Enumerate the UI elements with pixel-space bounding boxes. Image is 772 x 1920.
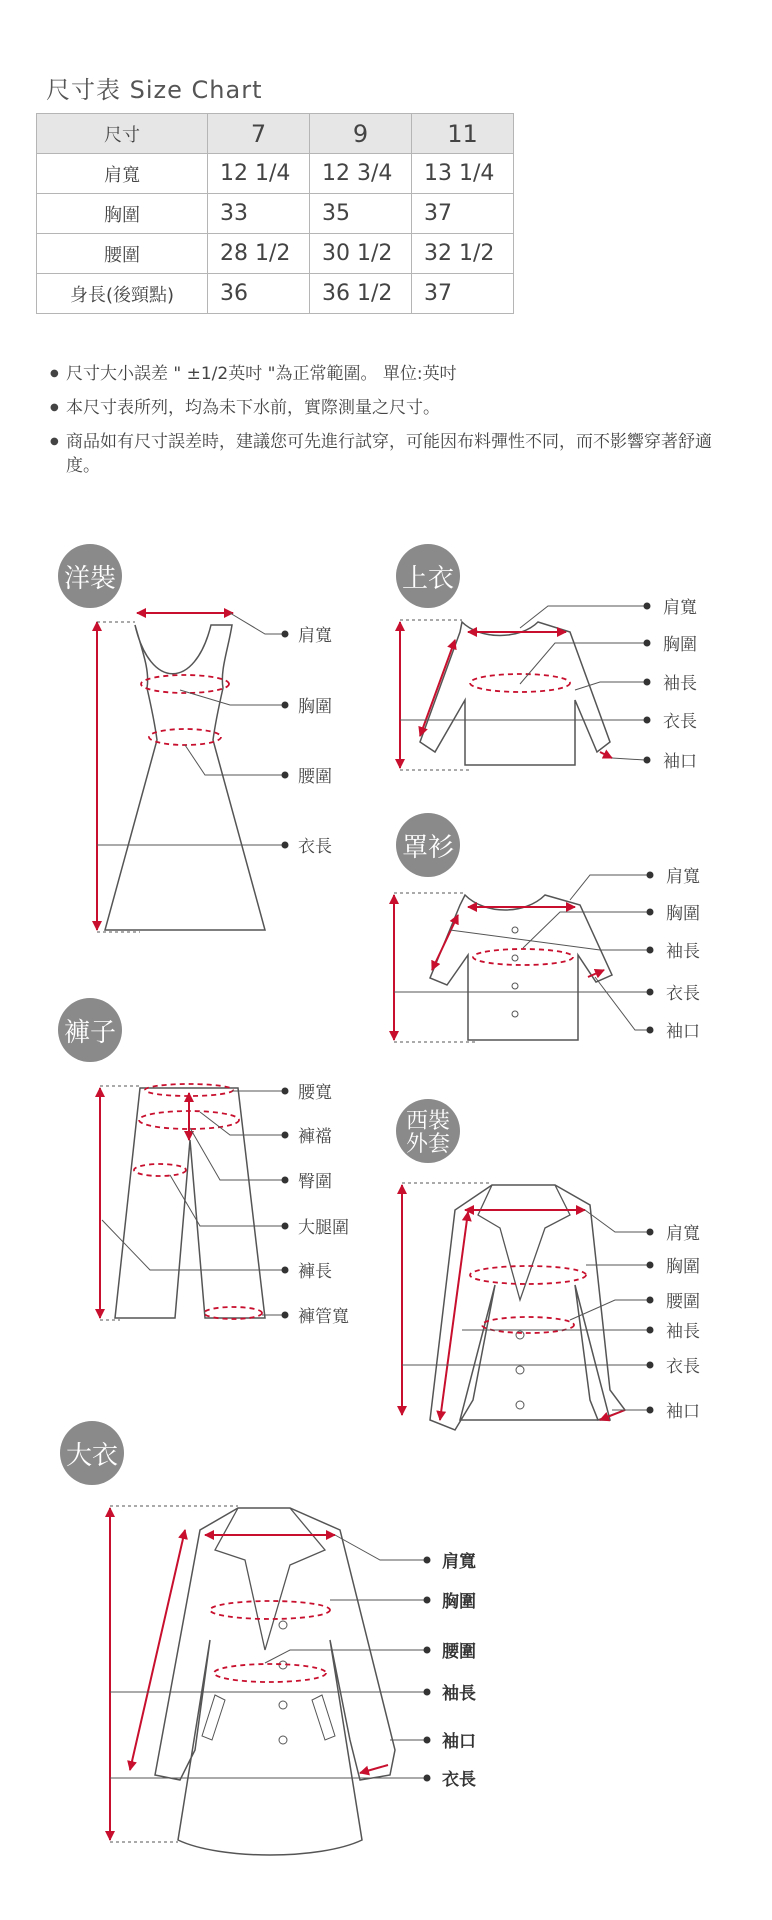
coat-label-waist: 腰圍 bbox=[442, 1642, 476, 1662]
table-cell: 30 1/2 bbox=[310, 234, 412, 274]
blouse-label-cuff: 袖口 bbox=[666, 1022, 700, 1042]
garment-diagrams bbox=[0, 520, 772, 1920]
suit-label-waist: 腰圍 bbox=[666, 1292, 700, 1312]
pants-diagram bbox=[58, 998, 349, 1327]
row-label: 腰圍 bbox=[37, 234, 208, 274]
suit-label-shoulder: 肩寬 bbox=[666, 1224, 700, 1244]
pants-label-hip: 臀圍 bbox=[298, 1172, 332, 1192]
top-diagram bbox=[396, 544, 697, 772]
note-item: ● 商品如有尺寸誤差時，建議您可先進行試穿，可能因布料彈性不同，而不影響穿著舒適度。 bbox=[50, 430, 740, 478]
blouse-label-chest: 胸圍 bbox=[666, 904, 700, 924]
coat-outline bbox=[155, 1508, 395, 1855]
table-header-row bbox=[37, 114, 514, 154]
row-label: 胸圍 bbox=[37, 194, 208, 234]
suit-label-cuff: 袖口 bbox=[666, 1402, 700, 1422]
suit-outline bbox=[430, 1185, 625, 1430]
table-row bbox=[37, 194, 514, 234]
table-cell: 12 1/4 bbox=[208, 154, 310, 194]
suit-label-length: 衣長 bbox=[666, 1357, 700, 1377]
page-title: 尺寸表 Size Chart bbox=[46, 76, 263, 104]
suit-diagram bbox=[396, 1099, 700, 1430]
table-cell: 37 bbox=[412, 274, 514, 314]
suit-badge-line1: 西裝 bbox=[405, 1109, 451, 1134]
table-cell: 36 bbox=[208, 274, 310, 314]
table-header-label: 尺寸 bbox=[37, 114, 208, 154]
table-row bbox=[37, 274, 514, 314]
table-cell: 33 bbox=[208, 194, 310, 234]
table-header-size: 9 bbox=[310, 114, 412, 154]
suit-label-sleeve: 袖長 bbox=[666, 1322, 700, 1342]
pants-badge-text: 褲子 bbox=[63, 1018, 117, 1048]
row-label: 肩寬 bbox=[37, 154, 208, 194]
coat-label-sleeve: 袖長 bbox=[442, 1684, 476, 1704]
pants-label-thigh: 大腿圍 bbox=[298, 1218, 349, 1238]
table-header-size: 11 bbox=[412, 114, 514, 154]
coat-label-length: 衣長 bbox=[442, 1770, 476, 1790]
table-cell: 37 bbox=[412, 194, 514, 234]
table-row bbox=[37, 234, 514, 274]
coat-label-chest: 胸圍 bbox=[442, 1592, 476, 1612]
dress-badge-text: 洋裝 bbox=[63, 564, 117, 594]
blouse-badge-text: 罩衫 bbox=[401, 833, 455, 863]
table-header-size: 7 bbox=[208, 114, 310, 154]
dress-diagram bbox=[58, 544, 332, 932]
dress-label-shoulder: 肩寬 bbox=[298, 626, 332, 646]
coat-badge-text: 大衣 bbox=[65, 1441, 119, 1471]
note-item: ● 尺寸大小誤差 " ±1/2英吋 "為正常範圍。 單位:英吋 bbox=[50, 362, 740, 386]
top-badge-text: 上衣 bbox=[401, 564, 455, 594]
top-label-cuff: 袖口 bbox=[663, 752, 697, 772]
top-label-sleeve: 袖長 bbox=[663, 674, 697, 694]
dress-label-length: 衣長 bbox=[298, 837, 332, 857]
coat-label-cuff: 袖口 bbox=[442, 1732, 476, 1752]
pants-label-rise: 褲襠 bbox=[298, 1127, 332, 1147]
dress-label-waist: 腰圍 bbox=[298, 767, 332, 787]
table-cell: 36 1/2 bbox=[310, 274, 412, 314]
table-row bbox=[37, 154, 514, 194]
notes-list bbox=[50, 362, 740, 488]
pants-label-waist: 腰寬 bbox=[298, 1083, 332, 1103]
table-cell: 28 1/2 bbox=[208, 234, 310, 274]
coat-label-shoulder: 肩寬 bbox=[442, 1552, 476, 1572]
dress-chest-ellipse bbox=[141, 675, 229, 693]
top-label-length: 衣長 bbox=[663, 712, 697, 732]
note-item: ● 本尺寸表所列，均為未下水前，實際測量之尺寸。 bbox=[50, 396, 740, 420]
dress-outline bbox=[105, 625, 265, 930]
dress-waist-ellipse bbox=[149, 729, 221, 745]
top-label-shoulder: 肩寬 bbox=[663, 598, 697, 618]
top-label-chest: 胸圍 bbox=[663, 635, 697, 655]
table-cell: 12 3/4 bbox=[310, 154, 412, 194]
pants-label-length: 褲長 bbox=[298, 1262, 332, 1282]
dress-label-chest: 胸圍 bbox=[298, 697, 332, 717]
row-label: 身長(後頸點) bbox=[37, 274, 208, 314]
blouse-label-sleeve: 袖長 bbox=[666, 942, 700, 962]
table-cell: 32 1/2 bbox=[412, 234, 514, 274]
suit-badge-line2: 外套 bbox=[405, 1132, 451, 1157]
blouse-label-shoulder: 肩寬 bbox=[666, 867, 700, 887]
table-cell: 13 1/4 bbox=[412, 154, 514, 194]
size-chart-table bbox=[36, 113, 514, 314]
pants-label-hem: 褲管寬 bbox=[298, 1307, 349, 1327]
blouse-label-length: 衣長 bbox=[666, 984, 700, 1004]
blouse-diagram bbox=[394, 813, 700, 1042]
table-cell: 35 bbox=[310, 194, 412, 234]
coat-diagram bbox=[60, 1421, 476, 1855]
suit-label-chest: 胸圍 bbox=[666, 1257, 700, 1277]
